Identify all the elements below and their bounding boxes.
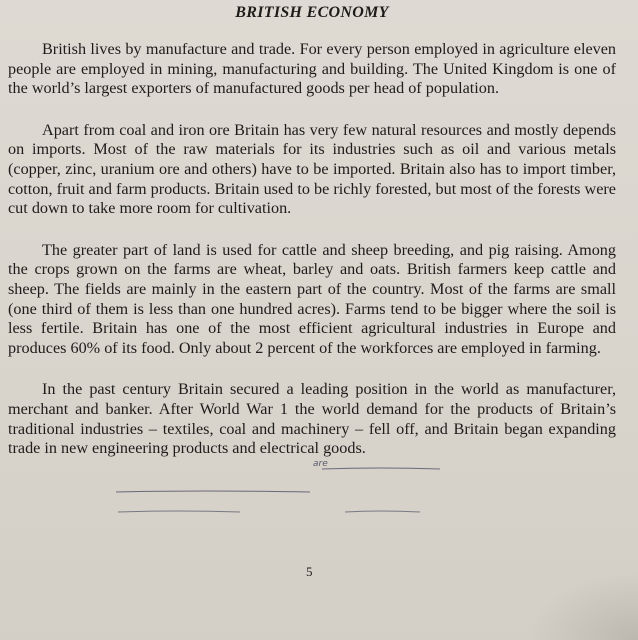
paper-shadow <box>528 570 638 640</box>
paragraph-resources: Apart from coal and iron ore Britain has very few natural resources and mostly depends on imports. Most of the raw materials for its industries such as oil and various metals (copper, zinc, uranium ore and others) have to be imported. Britain also has to import timber, cotton, fruit and farm products. Britain used to be richly forested, but most of the forests were cut down to take more room for cultivation. <box>8 120 616 218</box>
paragraph-agriculture: The greater part of land is used for cattle and sheep breeding, and pig raising. Among the crops grown on the farms are wheat, barley and oats. British farmers keep cattle and sheep. The fields are mainly in the eastern part of the country. Most of the farms are small (one third of them is less than one hundred acres). Farms tend to be bigger where the soil is less fertile. Britain has one of the most efficient agricultural industries in Europe and produces 60% of its food. Only about 2 percent of the workforces are employed in farming. <box>8 240 616 357</box>
paragraph-trade: British lives by manufacture and trade. For every person employed in agriculture eleven people are employed in mining, manufacturing and building. The United Kingdom is one of the world’s largest exporters of manufactured goods per head of population. <box>8 40 616 98</box>
paragraph-industry: In the past century Britain secured a leading position in the world as manufacturer, merchant and banker. After World War 1 the world demand for the products of Britain’s traditional industries – textiles, coal and machinery – fell off, and Britain began expanding trade in new engineering products and electrical goods. <box>8 380 616 458</box>
handwritten-note: are <box>313 459 328 469</box>
page-number: 5 <box>306 564 313 579</box>
page-title: BRITISH ECONOMY <box>235 4 389 21</box>
